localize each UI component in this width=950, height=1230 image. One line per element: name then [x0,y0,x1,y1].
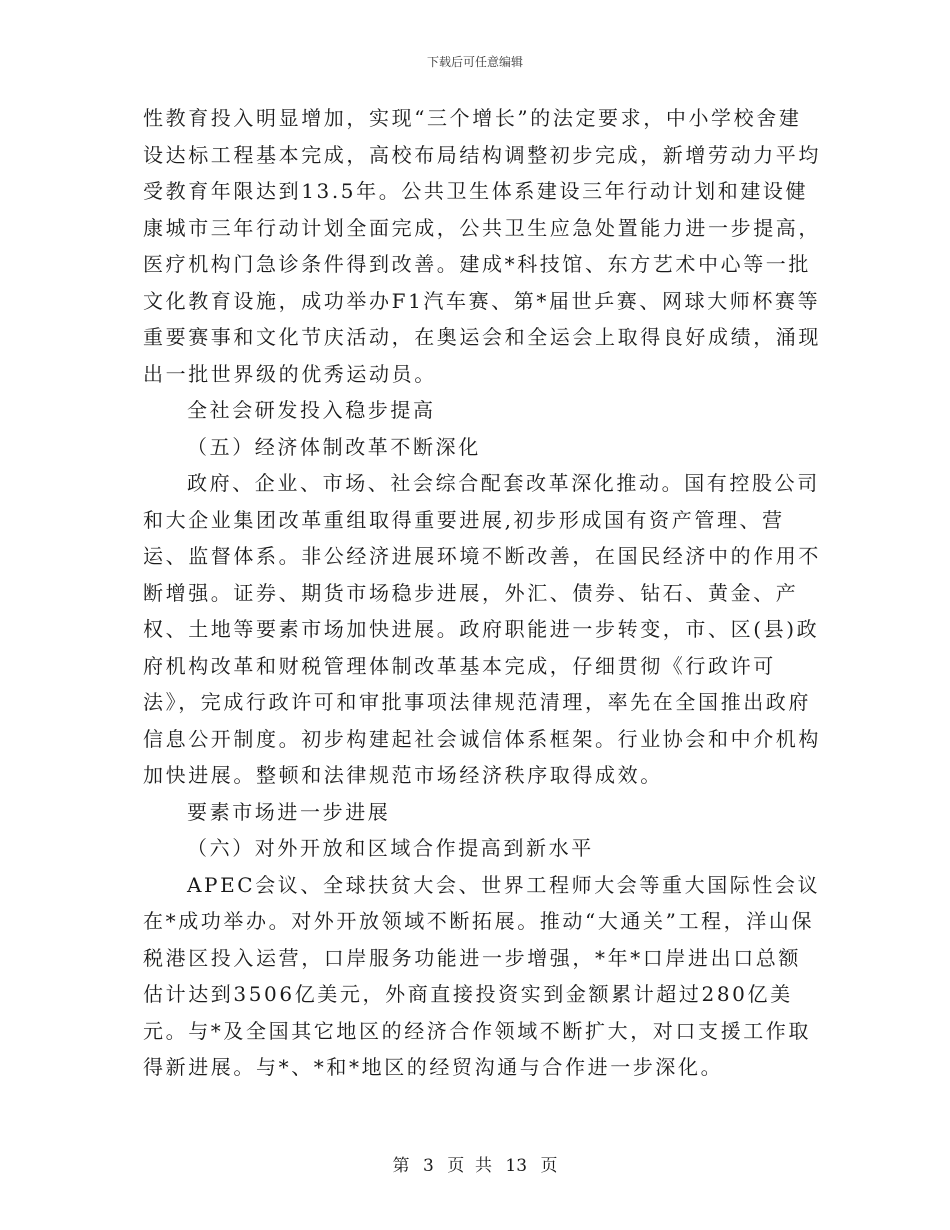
footer-prefix: 第 [392,1156,410,1176]
page-header [0,54,950,70]
section-heading-6: （六）对外开放和区域合作提高到新水平 [187,836,594,860]
header-note: 下载后可任意编辑 [426,55,523,69]
page-footer [0,1155,950,1177]
subheading-rd-investment: 全社会研发投入稳步提高 [187,398,436,422]
footer-middle: 页 共 [447,1156,492,1176]
paragraph-education-health: 性教育投入明显增加，实现“三个增长”的法定要求，中小学校舍建设达标工程基本完成，高校布局结构调整初步完成，新增劳动力平均受教育年限达到13.5年。公共卫生体系建设三年行动计划和建设健康城市三年行动计划全面完成，公共卫生应急处置能力进一步提高，医疗机构门急诊条件得到改善。建成*科技馆、东方艺术中心等一批文化教育设施，成功举办F1汽车赛、第*届世乒赛、网球大师杯赛等重要赛事和文化节庆活动，在奥运会和全运会上取得良好成绩，涌现出一批世界级的优秀运动员。 [143,106,821,386]
document-body [143,100,823,1086]
subheading-factor-markets: 要素市场进一步进展 [187,799,391,824]
paragraph-economic-reform: 政府、企业、市场、社会综合配套改革深化推动。国有控股公司和大企业集团改革重组取得重要进展,初步形成国有资产管理、营运、监督体系。非公经济进展环境不断改善，在国民经济中的作用不断增强。证券、期货市场稳步进展，外汇、债券、钻石、黄金、产权、土地等要素市场加快进展。政府职能进一步转变，市、区(县)政府机构改革和财税管理体制改革基本完成，仔细贯彻《行政许可法》，完成行政许可和审批事项法律规范清理，率先在全国推出政府信息公开制度。初步构建起社会诚信体系框架。行业协会和中介机构加快进展。整顿和法律规范市场经济秩序取得成效。 [143,471,821,787]
footer-suffix: 页 [540,1156,558,1176]
footer-total-pages: 13 [505,1156,528,1176]
section-heading-5: （五）经济体制改革不断深化 [187,434,481,459]
footer-page-number: 3 [422,1156,434,1176]
paragraph-opening-up: APEC会议、全球扶贫大会、世界工程师大会等重大国际性会议在*成功举办。对外开放领域不断拓展。推动“大通关”工程，洋山保税港区投入运营，口岸服务功能进一步增强，*年*口岸进出口总额估计达到3506亿美元，外商直接投资实到金额累计超过280亿美元。与*及全国其它地区的经济合作领域不断扩大，对口支援工作取得新进展。与*、*和*地区的经贸沟通与合作进一步深化。 [143,872,821,1079]
